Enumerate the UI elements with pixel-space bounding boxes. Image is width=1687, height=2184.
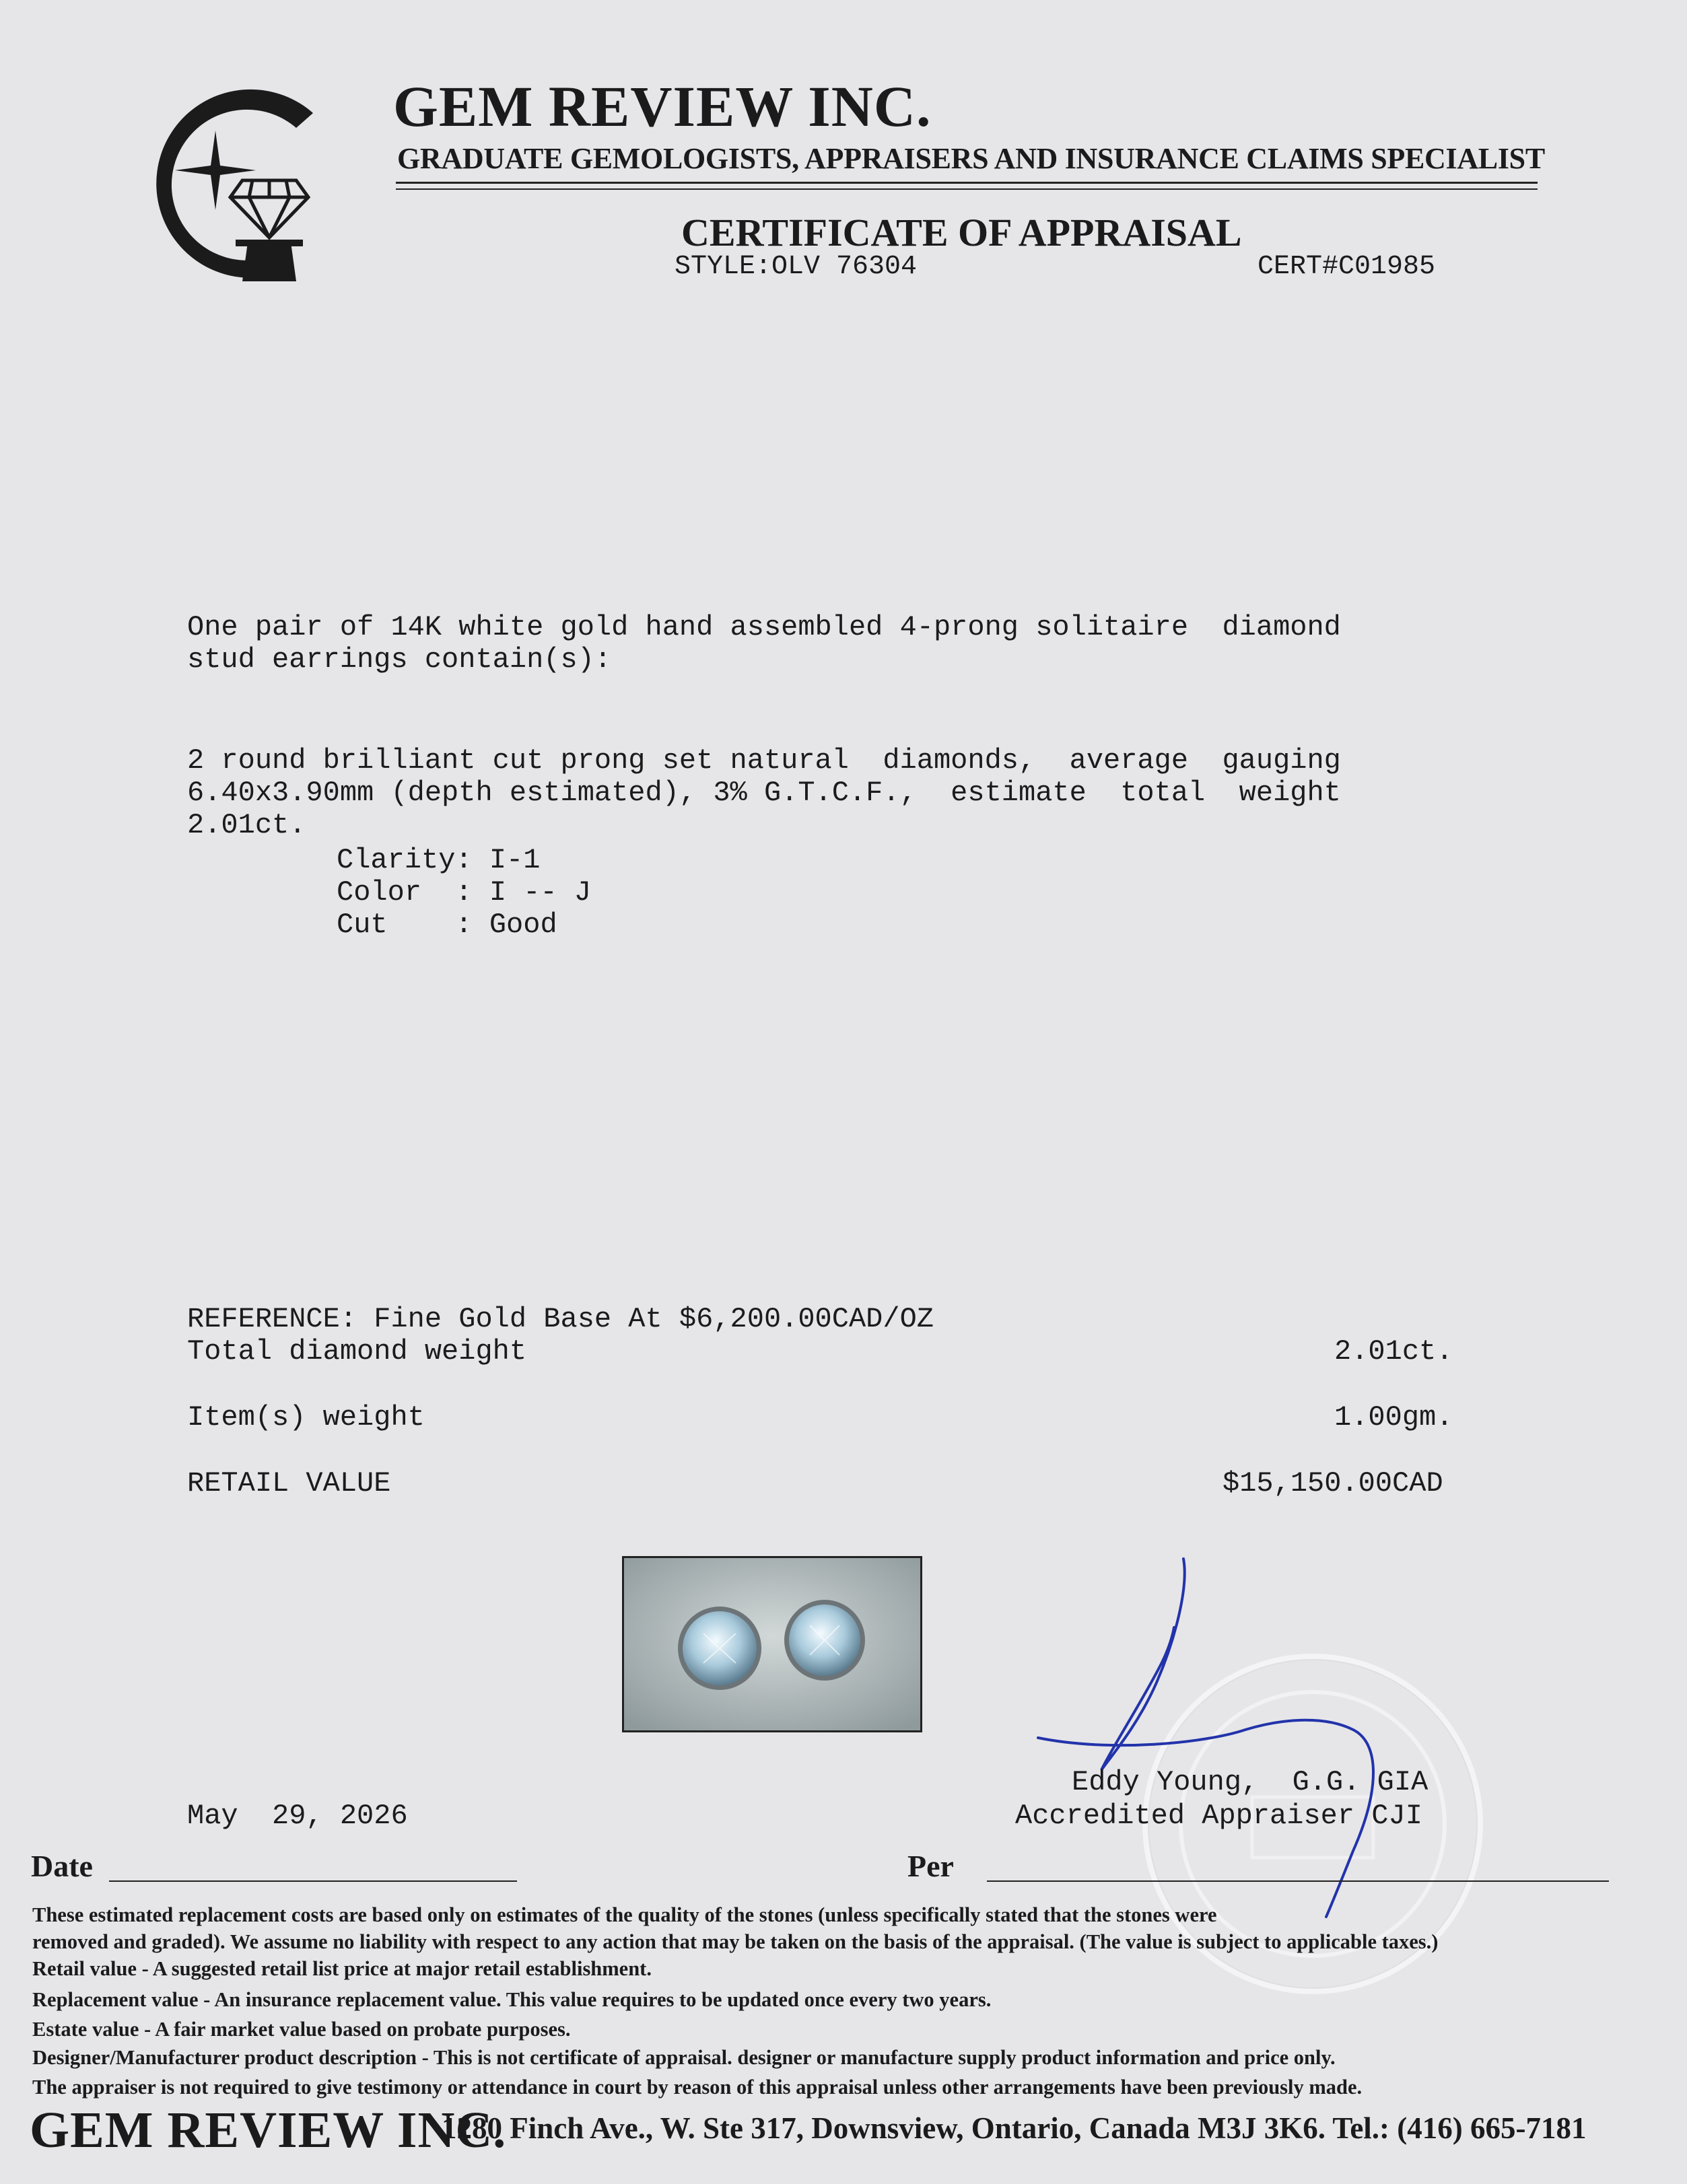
header-rule-bottom xyxy=(396,188,1538,190)
company-tagline: GRADUATE GEMOLOGISTS, APPRAISERS AND INSURANCE CLAIMS SPECIALIST xyxy=(397,142,1545,175)
appraiser-title: Accredited Appraiser CJI xyxy=(1015,1800,1422,1832)
disclaimer-line: removed and graded). We assume no liability with respect to any action that may be taken on the basis of the appraisal. (The value is subject to applicable taxes.) xyxy=(32,1930,1439,1953)
date-signature-line xyxy=(109,1880,517,1882)
disclaimer-line: These estimated replacement costs are based only on estimates of the quality of the stones (unless specifically stated that the stones were xyxy=(32,1903,1217,1926)
appraiser-name: Eddy Young, G.G. GIA xyxy=(1072,1766,1428,1798)
per-signature-line xyxy=(987,1880,1609,1882)
cut-grade: Cut : Good xyxy=(337,909,557,941)
stone-description-line: 6.40x3.90mm (depth estimated), 3% G.T.C.F., estimate total weight xyxy=(187,777,1341,809)
item-weight-label: Item(s) weight xyxy=(187,1401,425,1434)
clarity-grade: Clarity: I-1 xyxy=(337,844,541,876)
disclaimer-line: The appraiser is not required to give testimony or attendance in court by reason of this appraisal unless other arrangements have been previously made. xyxy=(32,2076,1363,2099)
retail-value-amount: $15,150.00CAD xyxy=(1223,1467,1443,1500)
description-line: One pair of 14K white gold hand assembled 4-prong solitaire diamond xyxy=(187,611,1341,643)
disclaimer-line: Designer/Manufacturer product description - This is not certificate of appraisal. designer or manufacture supply product information and price only. xyxy=(32,2046,1336,2069)
disclaimer-line: Replacement value - An insurance replacement value. This value requires to be updated once every two years. xyxy=(32,1988,992,2011)
certificate-title: CERTIFICATE OF APPRAISAL xyxy=(681,211,1242,254)
description-line: stud earrings contain(s): xyxy=(187,643,612,676)
diamond-earrings-photo xyxy=(622,1556,922,1732)
disclaimer-line: Estate value - A fair market value based on probate purposes. xyxy=(32,2018,571,2041)
appraisal-date: May 29, 2026 xyxy=(187,1800,408,1832)
footer-address: 1280 Finch Ave., W. Ste 317, Downsview, Ontario, Canada M3J 3K6. Tel.: (416) 665-7181 xyxy=(442,2111,1587,2145)
gem-diamond-logo-icon xyxy=(135,86,330,295)
diamond-weight-value: 2.01ct. xyxy=(1334,1335,1453,1368)
diamond-weight-label: Total diamond weight xyxy=(187,1335,527,1368)
header-rule-top xyxy=(396,182,1538,184)
company-name: GEM REVIEW INC. xyxy=(393,74,932,139)
color-grade: Color : I -- J xyxy=(337,876,592,909)
per-label: Per xyxy=(907,1849,954,1883)
certificate-number: CERT#C01985 xyxy=(1258,252,1436,282)
date-label: Date xyxy=(31,1849,93,1883)
style-number: STYLE:OLV 76304 xyxy=(675,252,918,282)
disclaimer-line: Retail value - A suggested retail list price at major retail establishment. xyxy=(32,1957,652,1980)
handwritten-signature-icon xyxy=(1030,1548,1501,1925)
gold-reference: REFERENCE: Fine Gold Base At $6,200.00CAD/OZ xyxy=(187,1303,934,1335)
retail-value-label: RETAIL VALUE xyxy=(187,1467,391,1500)
item-weight-value: 1.00gm. xyxy=(1334,1401,1453,1434)
stone-description-line: 2.01ct. xyxy=(187,809,306,841)
footer-company-name: GEM REVIEW INC. xyxy=(30,2102,507,2158)
stone-description-line: 2 round brilliant cut prong set natural diamonds, average gauging xyxy=(187,744,1341,777)
